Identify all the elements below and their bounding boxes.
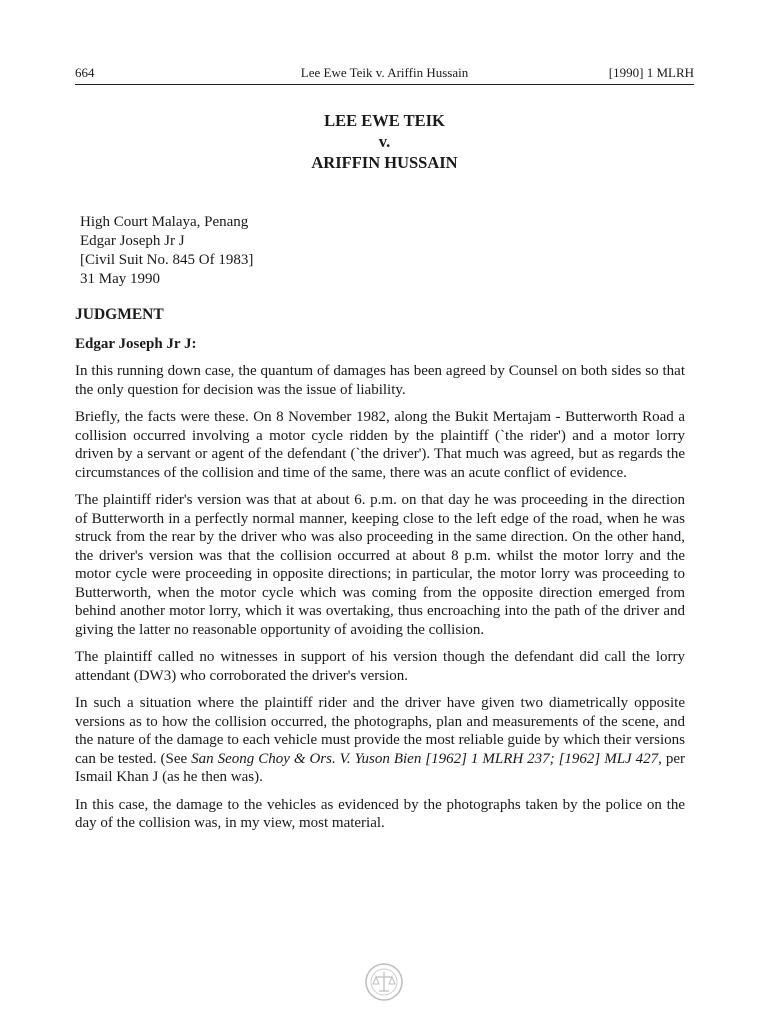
paragraph-3: The plaintiff rider's version was that at about 6. p.m. on that day he was proceeding in the direction of Butterworth in a perfectly normal manner, keeping close to the left edge of the road, when he was struck from the rear by the driver who was also proceeding in the same direction. On the other hand, the driver's version was that the collision occurred at about 8 p.m. whilst the motor lorry and the motor cycle were proceeding in opposite directions; in particular, the motor lorry was proceeding to Butterworth, when the motor cycle which was coming from the opposite direction emerged from behind another motor lorry, which it was overtaking, thus encroaching into the path of the driver and giving the latter no reasonable opportunity of avoiding the collision. [75,492,685,638]
paragraph-6: In this case, the damage to the vehicles as evidenced by the photographs taken by the police on the day of the collision was, in my view, most material. [75,796,685,831]
judge-attribution: Edgar Joseph Jr J: [75,335,197,352]
page-number: 664 [75,65,95,80]
running-header [75,64,694,85]
running-citation: [1990] 1 MLRH [608,65,694,80]
court-seal-icon [364,962,404,1002]
running-case-title: Lee Ewe Teik v. Ariffin Hussain [300,65,469,80]
case-versus: v. [378,132,391,151]
case-metadata [80,213,253,289]
paragraph-1: In this running down case, the quantum of damages has been agreed by Counsel on both sides so that the only question for decision was the issue of liability. [75,363,685,398]
case-citation-link[interactable]: San Seong Choy & Ors. V. Yuson Bien [1962] 1 MLRH 237; [1962] MLJ 427 [191,750,659,767]
case-party-defendant: ARIFFIN HUSSAIN [311,153,458,172]
court-name: High Court Malaya, Penang [80,214,249,230]
paragraph-2: Briefly, the facts were these. On 8 November 1982, along the Bukit Mertajam - Butterworth Road a collision occurred involving a motor cycle ridden by the plaintiff (`the rider') and a motor lorry driven by a servant or agent of the defendant (`the driver'). That much was agreed, but as regards the circumstances of the collision and time of the same, there was an acute conflict of evidence. [75,409,685,481]
judgment-body [75,306,685,833]
judgment-heading: JUDGMENT [75,306,164,323]
judge-name: Edgar Joseph Jr J [80,233,185,249]
case-party-plaintiff: LEE EWE TEIK [324,111,445,130]
paragraph-5-tail: , per Ismail Khan J (as he then was). [75,750,686,785]
paragraph-4: The plaintiff called no witnesses in support of his version though the defendant did call the lorry attendant (DW3) who corroborated the driver's version. [75,649,685,684]
judgment-date: 31 May 1990 [80,271,160,287]
suit-number: [Civil Suit No. 845 Of 1983] [80,252,254,268]
paragraph-5-text: In such a situation where the plaintiff rider and the driver have given two diametrically opposite versions as to how the collision occurred, the photographs, plan and measurements of the scene, and the nature of the damage to each vehicle must provide the most reliable guide by which their versions can be tested. (See [75,695,685,767]
paragraph-5 [75,694,685,787]
